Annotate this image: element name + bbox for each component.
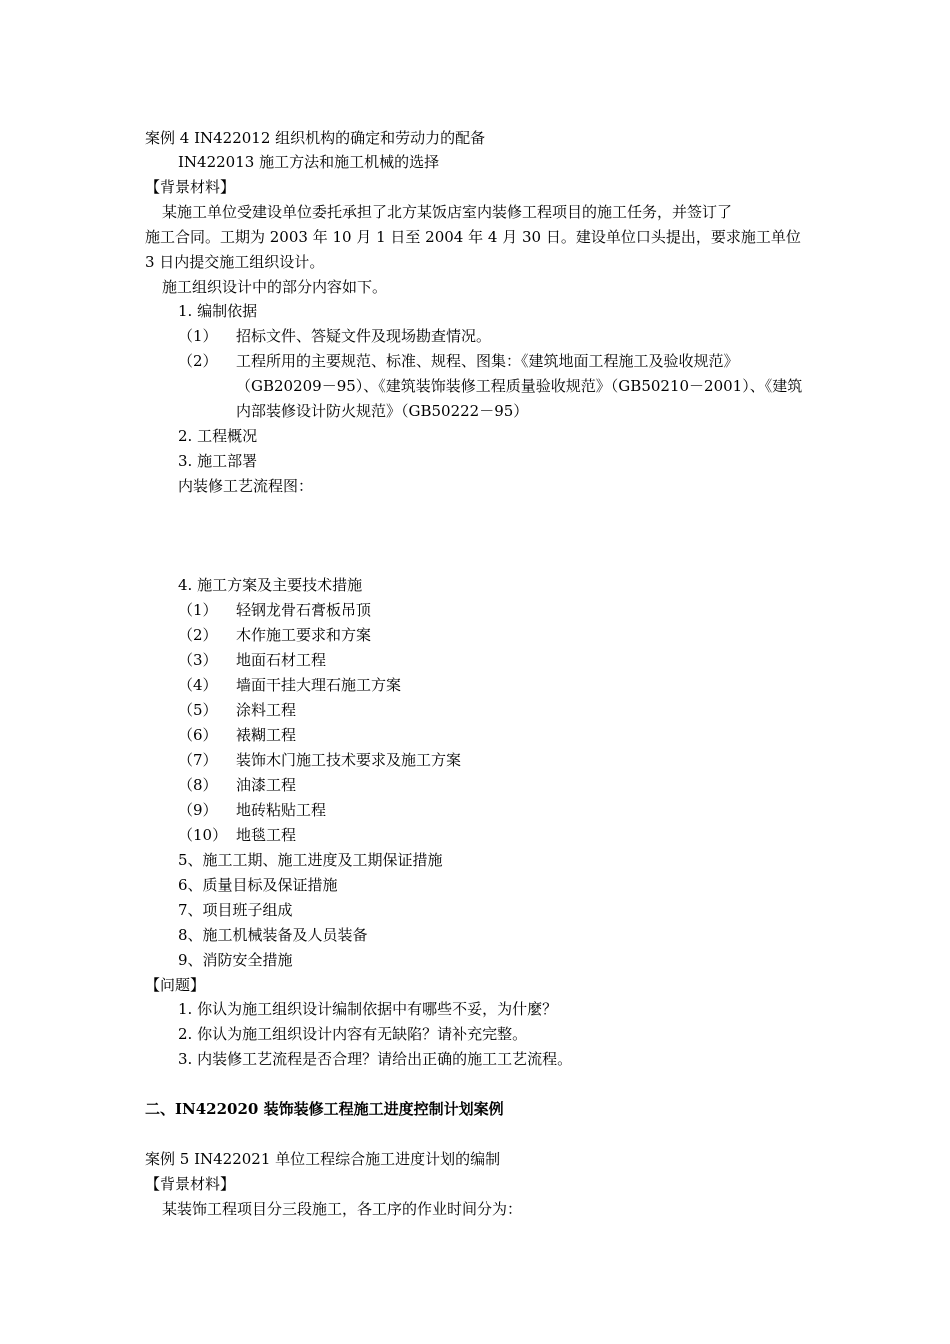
list-item-text: 轻钢龙骨石膏板吊顶 <box>236 601 372 619</box>
list-item-number: （1） <box>178 601 218 619</box>
section-heading-2: 2. 工程概况 <box>178 427 258 445</box>
case4-paragraph2: 施工组织设计中的部分内容如下。 <box>162 278 388 296</box>
list-item-text: 木作施工要求和方案 <box>236 626 372 644</box>
list-item-number: （5） <box>178 701 218 719</box>
list-item-text: 墙面干挂大理石施工方案 <box>236 676 402 694</box>
list-item-number: （1） <box>178 327 218 345</box>
case5-paragraph: 某装饰工程项目分三段施工，各工序的作业时间分为： <box>162 1200 523 1218</box>
section-heading-3: 3. 施工部署 <box>178 452 258 470</box>
list-item-text: 装饰木门施工技术要求及施工方案 <box>236 751 462 769</box>
section-heading-9: 9、消防安全措施 <box>178 951 293 969</box>
question-item: 2. 你认为施工组织设计内容有无缺陷？请补充完整。 <box>178 1025 528 1043</box>
list-item <box>178 750 461 770</box>
list-item-number: （2） <box>178 626 218 644</box>
list-item-number: （3） <box>178 651 218 669</box>
list-item <box>178 800 326 820</box>
list-item <box>178 600 371 620</box>
section-heading-7: 7、项目班子组成 <box>178 901 293 919</box>
case4-title-line2: IN422013 施工方法和施工机械的选择 <box>178 153 440 171</box>
list-item-number: （8） <box>178 776 218 794</box>
question-item: 1. 你认为施工组织设计编制依据中有哪些不妥，为什麼？ <box>178 1000 558 1018</box>
case5-title: 案例 5 IN422021 单位工程综合施工进度计划的编制 <box>145 1150 501 1168</box>
list-item <box>178 825 296 845</box>
list-item-number: （6） <box>178 726 218 744</box>
list-item <box>178 675 401 695</box>
case4-title-line1: 案例 4 IN422012 组织机构的确定和劳动力的配备 <box>145 129 486 147</box>
section-heading-4: 4. 施工方案及主要技术措施 <box>178 576 363 594</box>
case4-background-heading: 【背景材料】 <box>145 178 236 196</box>
list-item-number: （10） <box>178 826 228 844</box>
list-item-text: 招标文件、答疑文件及现场勘查情况。 <box>236 327 492 345</box>
section-heading-8: 8、施工机械装备及人员装备 <box>178 926 368 944</box>
list-item <box>178 326 491 346</box>
section-heading-6: 6、质量目标及保证措施 <box>178 876 338 894</box>
question-item: 3. 内装修工艺流程是否合理？请给出正确的施工工艺流程。 <box>178 1050 573 1068</box>
questions-heading: 【问题】 <box>145 976 206 994</box>
case5-background-heading: 【背景材料】 <box>145 1175 236 1193</box>
list-item-number: （4） <box>178 676 218 694</box>
list-item <box>178 725 296 745</box>
list-item <box>178 700 296 720</box>
list-item <box>178 650 326 670</box>
case4-paragraph-line: 某施工单位受建设单位委托承担了北方某饭店室内装修工程项目的施工任务，并签订了 <box>162 203 733 221</box>
list-item-text: 裱糊工程 <box>236 726 297 744</box>
list-item-continuation: （GB20209－95）、《建筑装饰装修工程质量验收规范》（GB50210－2001）、《建筑 <box>236 377 803 395</box>
list-item-text: 油漆工程 <box>236 776 297 794</box>
case4-paragraph-line: 施工合同。工期为 2003 年 10 月 1 日至 2004 年 4 月 30 日。建设单位口头提出，要求施工单位 <box>145 228 801 246</box>
list-item <box>178 625 371 645</box>
list-item-text: 地毯工程 <box>236 826 297 844</box>
list-item-text: 涂料工程 <box>236 701 297 719</box>
list-item-number: （7） <box>178 751 218 769</box>
list-item-number: （9） <box>178 801 218 819</box>
list-item-text: 工程所用的主要规范、标准、规程、图集：《建筑地面工程施工及验收规范》 <box>236 352 739 370</box>
list-item-text: 地面石材工程 <box>236 651 327 669</box>
flowchart-label: 内装修工艺流程图： <box>178 477 314 495</box>
section-heading-5: 5、施工工期、施工进度及工期保证措施 <box>178 851 443 869</box>
list-item <box>178 775 296 795</box>
list-item-text: 地砖粘贴工程 <box>236 801 327 819</box>
case4-paragraph-line: 3 日内提交施工组织设计。 <box>145 253 325 271</box>
list-item <box>178 351 739 371</box>
list-item-continuation: 内部装修设计防火规范》（GB50222－95） <box>236 402 529 420</box>
list-item-number: （2） <box>178 352 218 370</box>
section-heading-1: 1. 编制依据 <box>178 302 258 320</box>
chapter-heading: 二、IN422020 装饰装修工程施工进度控制计划案例 <box>145 1100 504 1118</box>
